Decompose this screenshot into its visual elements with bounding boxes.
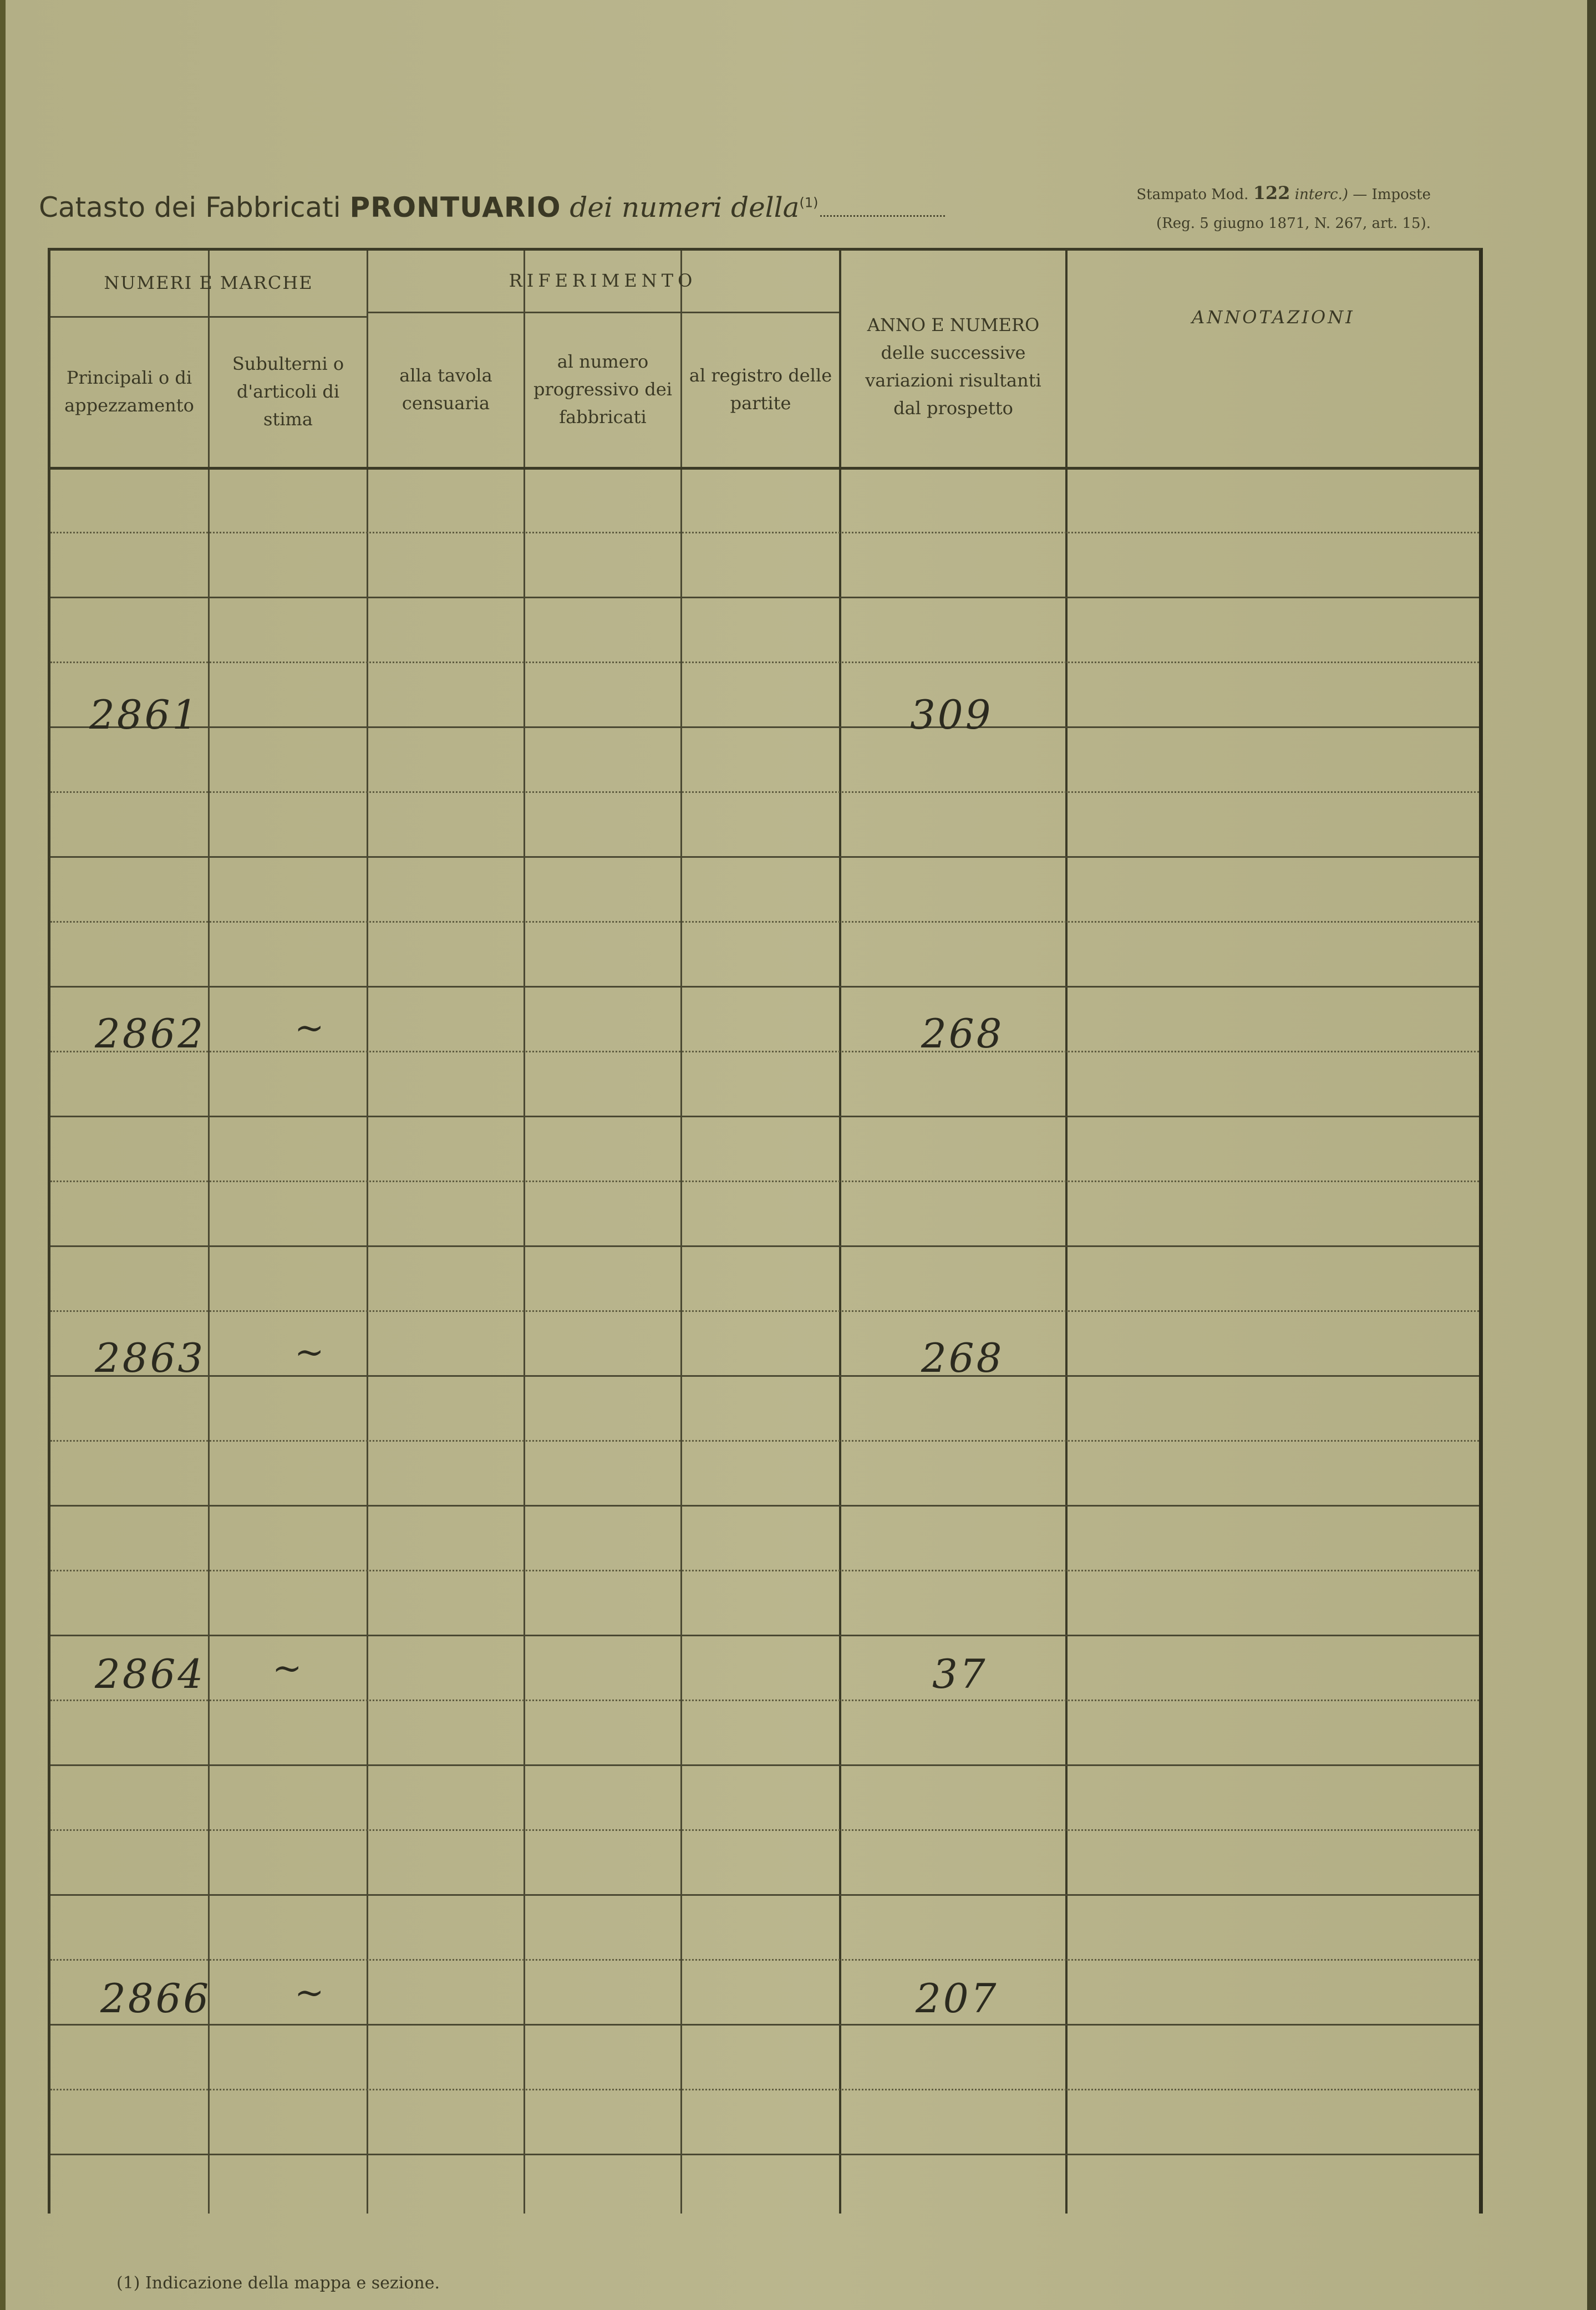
row-rule bbox=[50, 921, 1479, 923]
row-rule bbox=[50, 2089, 1479, 2090]
col-header-progressivo: al numero progressivo dei fabbricati bbox=[533, 351, 672, 428]
header-prefix: Catasto dei Fabbricati bbox=[39, 191, 341, 223]
row-rule bbox=[50, 1505, 1479, 1507]
row-rule bbox=[50, 1116, 1479, 1117]
row-rule bbox=[50, 1829, 1479, 1831]
col-header-tavola: alla tavola censuaria bbox=[399, 365, 492, 414]
header-subtitle: dei numeri della bbox=[570, 191, 800, 223]
col-divider bbox=[680, 251, 682, 2214]
row-rule bbox=[50, 1051, 1479, 1052]
col-divider bbox=[523, 251, 525, 2214]
row-rule bbox=[50, 791, 1479, 793]
row-rule bbox=[50, 1635, 1479, 1636]
register-table bbox=[48, 248, 1483, 2214]
row-rule bbox=[50, 532, 1479, 533]
col-header-registro: al registro delle partite bbox=[689, 365, 832, 414]
entry-variazione: 207 bbox=[916, 1975, 999, 2022]
entry-subalterno: ~ bbox=[272, 1648, 304, 1689]
col-header-principali: Principali o di appezzamento bbox=[64, 367, 194, 416]
col-divider bbox=[1065, 251, 1068, 2214]
header-bottom-rule bbox=[50, 467, 1479, 470]
col-header-anno-numero: ANNO E NUMERO delle successive variazioni risultanti dal prospetto bbox=[865, 314, 1041, 419]
group-header-numeri: NUMERI E MARCHE bbox=[104, 272, 313, 293]
row-rule bbox=[50, 1570, 1479, 1571]
header-note-mark: (1) bbox=[799, 195, 819, 211]
header-fill-line bbox=[820, 215, 945, 217]
entry-principale: 2864 bbox=[95, 1651, 206, 1697]
col-header-subulterni: Subulterni o d'articoli di stima bbox=[232, 353, 344, 430]
row-rule bbox=[50, 1181, 1479, 1182]
row-rule bbox=[50, 662, 1479, 663]
row-rule bbox=[50, 1375, 1479, 1377]
entry-variazione: 268 bbox=[921, 1010, 1004, 1057]
row-rule bbox=[50, 1700, 1479, 1701]
col-header-annotazioni: ANNOTAZIONI bbox=[1192, 307, 1355, 328]
row-rule bbox=[50, 856, 1479, 858]
print-info bbox=[1120, 179, 1431, 238]
row-rule bbox=[50, 986, 1479, 988]
header-title: PRONTUARIO bbox=[349, 191, 561, 223]
entry-subalterno: ~ bbox=[294, 1972, 327, 2013]
entry-variazione: 309 bbox=[910, 691, 993, 738]
entry-principale: 2862 bbox=[95, 1010, 206, 1057]
entry-subalterno: ~ bbox=[294, 1008, 327, 1049]
print-info-line1: Stampato Mod. 122 interc.) — Imposte bbox=[1136, 182, 1431, 203]
row-rule bbox=[50, 1310, 1479, 1312]
model-number: 122 bbox=[1253, 182, 1290, 203]
row-rule bbox=[50, 2024, 1479, 2026]
row-rule bbox=[50, 1440, 1479, 1442]
print-info-line2: (Reg. 5 giugno 1871, N. 267, art. 15). bbox=[1156, 215, 1431, 232]
entry-variazione: 268 bbox=[921, 1335, 1004, 1381]
page-header bbox=[39, 191, 945, 223]
row-rule bbox=[50, 726, 1479, 728]
page-edge bbox=[1587, 0, 1596, 2310]
ledger-page bbox=[6, 0, 1592, 2310]
row-rule bbox=[50, 1959, 1479, 1961]
row-rule bbox=[50, 2154, 1479, 2155]
row-rule bbox=[50, 1245, 1479, 1247]
row-rule bbox=[50, 1764, 1479, 1766]
entry-principale: 2866 bbox=[100, 1975, 211, 2022]
entry-principale: 2861 bbox=[89, 691, 200, 738]
col-divider bbox=[839, 251, 841, 2214]
row-rule bbox=[50, 1894, 1479, 1896]
row-rule bbox=[50, 597, 1479, 598]
entry-subalterno: ~ bbox=[294, 1332, 327, 1373]
footnote: (1) Indicazione della mappa e sezione. bbox=[116, 2273, 440, 2293]
group-header-riferimento: RIFERIMENTO bbox=[509, 270, 697, 291]
col-divider bbox=[208, 251, 210, 2214]
entry-principale: 2863 bbox=[95, 1335, 206, 1381]
col-divider bbox=[367, 251, 368, 2214]
entry-variazione: 37 bbox=[932, 1651, 988, 1697]
